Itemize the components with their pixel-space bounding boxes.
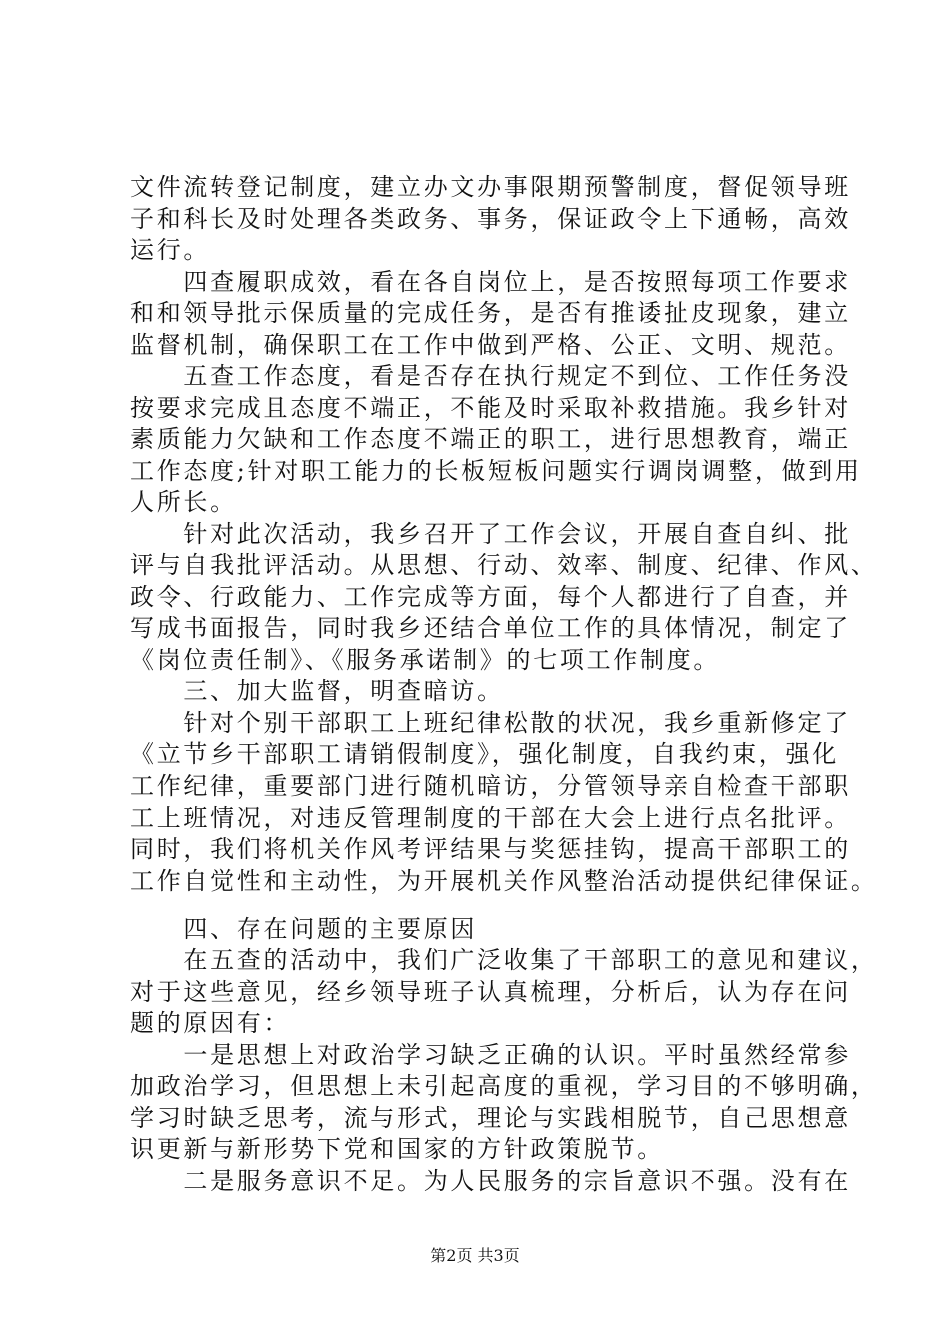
text-line: 四查履职成效，看在各自岗位上，是否按照每项工作要求 xyxy=(130,268,851,296)
text-line: 监督机制，确保职工在工作中做到严格、公正、文明、规范。 xyxy=(130,331,851,359)
text-line: 人所长。 xyxy=(130,488,237,516)
text-line: 针对个别干部职工上班纪律松散的状况，我乡重新修定了 xyxy=(130,709,851,737)
text-line: 工上班情况，对违反管理制度的干部在大会上进行点名批评。 xyxy=(130,804,851,832)
text-line: 文件流转登记制度，建立办文办事限期预警制度，督促领导班 xyxy=(130,173,851,201)
text-line: 子和科长及时处理各类政务、事务，保证政令上下通畅，高效 xyxy=(130,205,851,233)
text-line: 和和领导批示保质量的完成任务，是否有推诿扯皮现象，建立 xyxy=(130,299,851,327)
text-line: 运行。 xyxy=(130,236,211,264)
text-line: 题的原因有： xyxy=(130,1009,291,1037)
text-line: 按要求完成且态度不端正，不能及时采取补救措施。我乡针对 xyxy=(130,394,851,422)
text-line: 工作态度;针对职工能力的长板短板问题实行调岗调整，做到用 xyxy=(130,457,862,485)
text-line: 在五查的活动中，我们广泛收集了干部职工的意见和建议， xyxy=(130,946,878,974)
text-line: 对于这些意见，经乡领导班子认真梳理，分析后，认为存在问 xyxy=(130,978,851,1006)
text-line: 《立节乡干部职工请销假制度》，强化制度，自我约束，强化 xyxy=(130,740,839,768)
text-line: 同时，我们将机关作风考评结果与奖惩挂钩，提高干部职工的 xyxy=(130,835,851,863)
text-line: 一是思想上对政治学习缺乏正确的认识。平时虽然经常参 xyxy=(130,1041,851,1069)
text-line: 学习时缺乏思考，流与形式，理论与实践相脱节，自己思想意 xyxy=(130,1104,851,1132)
text-line: 针对此次活动，我乡召开了工作会议，开展自查自纠、批 xyxy=(130,520,851,548)
text-line: 二是服务意识不足。为人民服务的宗旨意识不强。没有在 xyxy=(130,1167,851,1195)
text-line: 评与自我批评活动。从思想、行动、效率、制度、纪律、作风、 xyxy=(130,551,878,579)
text-line: 工作纪律，重要部门进行随机暗访，分管领导亲自检查干部职 xyxy=(130,772,851,800)
text-line: 工作自觉性和主动性，为开展机关作风整治活动提供纪律保证。 xyxy=(130,867,878,895)
page-footer: 第2页 共3页 xyxy=(430,1246,520,1265)
text-line: 政令、行政能力、工作完成等方面，每个人都进行了自查，并 xyxy=(130,583,851,611)
text-line: 五查工作态度，看是否存在执行规定不到位、工作任务没 xyxy=(130,362,851,390)
text-line: 《岗位责任制》、《服务承诺制》的七项工作制度。 xyxy=(130,646,721,674)
text-line: 素质能力欠缺和工作态度不端正的职工，进行思想教育，端正 xyxy=(130,425,851,453)
text-line: 三、加大监督，明查暗访。 xyxy=(130,677,504,705)
text-line: 加政治学习，但思想上未引起高度的重视，学习目的不够明确， xyxy=(130,1072,878,1100)
text-line: 识更新与新形势下党和国家的方针政策脱节。 xyxy=(130,1135,664,1163)
text-line: 写成书面报告，同时我乡还结合单位工作的具体情况，制定了 xyxy=(130,614,851,642)
text-line: 四、存在问题的主要原因 xyxy=(130,915,478,943)
